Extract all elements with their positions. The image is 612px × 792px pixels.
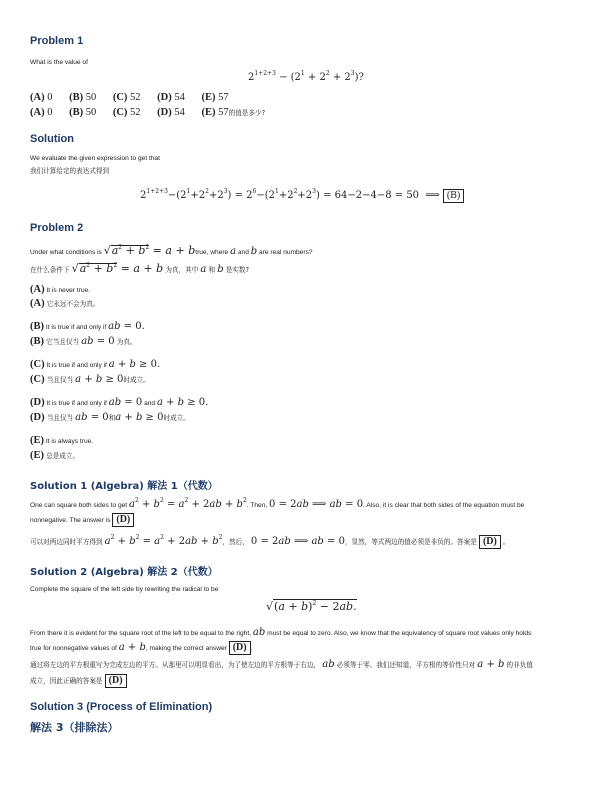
solution-heading: Solution	[30, 133, 74, 145]
option-a-zh: (A) 它永远不会为真。	[30, 298, 100, 309]
option-c-zh: (C) 当且仅当 a + b ≥ 0时成立。	[30, 374, 150, 385]
solution-2-en-line-1: From there it is evident for the square root of the left to be equal to the right, ab must be equal to zero. Also, we know that the equivalency of square root values only holds	[30, 627, 532, 638]
problem-2-question-zh: 在什么条件下 $√a^2 + b^2 = a + b$ 为真，其中 a 和 b 是实数?	[30, 262, 249, 275]
solution-2-answer-box-en: (D)	[229, 641, 251, 655]
solution-2-line-1: Complete the square of the left side by rewriting the radical to be	[30, 586, 219, 593]
solution-2-display: $√(a + b)^2 - 2ab$.	[266, 600, 357, 613]
solution-1-answer-box-en: (D)	[112, 513, 134, 527]
problem-1-choices-zh: (A) 0 (B) 50 (C) 52 (D) 54 (E) 57的值是多少?	[30, 107, 266, 118]
problem-1-expression: $2^{1+2+3} - (2^1 + 2^2 + 2^3)$?	[248, 70, 364, 83]
option-d-zh: (D) 当且仅当 ab = 0和a + b ≥ 0时成立。	[30, 412, 190, 423]
option-e-en: (E) It is always true.	[30, 435, 94, 446]
option-e-zh: (E) 总是成立。	[30, 450, 80, 461]
problem-1-prompt: What is the value of	[30, 59, 88, 66]
solution-2-answer-box-zh: (D)	[105, 674, 127, 688]
solution-2-en-line-2: true for nonnegative values of a + b, making the correct answer (D) .	[30, 642, 253, 653]
solution-line-en: We evaluate the given expression to get that	[30, 155, 161, 162]
solution-1-answer-box-zh: (D)	[479, 535, 501, 549]
option-c-en: (C) It is true if and only if a + b ≥ 0.	[30, 359, 161, 370]
solution-1-heading: Solution 1 (Algebra) 解法 1（代数）	[30, 481, 218, 492]
solution-2-zh-line-1: 通过将左边的平方根重写为完成左边的平方。从那里可以明显看出，为了使左边的平方根等于右边， ab 必须等于零。我们还知道，平方根的等价性只对 a + b 的非负值	[30, 659, 533, 670]
solution-1-zh-line: 可以对两边同时平方得到 $a^2 + b^2 = a^2 + 2ab + b^2$，然后， 0 = 2ab ⟹ ab = 0，显然，等式两边的值必须是非负的。答案是 (D) 。	[30, 534, 510, 547]
solution-1-en-line-1: One can square both sides to get $a^2 + b^2 = a^2 + 2ab + b^2$. Then, 0 = 2ab ⟹ ab = 0. Also, it is clear that both sides of the equation must be	[30, 497, 525, 510]
solution-3-heading-zh: 解法 3（排除法）	[30, 721, 119, 734]
option-d-en: (D) It is true if and only if ab = 0 and a + b ≥ 0.	[30, 397, 209, 408]
problem-1-choices-en: (A) 0 (B) 50 (C) 52 (D) 54 (E) 57	[30, 92, 229, 103]
problem-1-heading: Problem 1	[30, 35, 84, 47]
option-b-en: (B) It is true if and only if ab = 0.	[30, 321, 145, 332]
option-a-en: (A) It is never true.	[30, 284, 91, 295]
solution-3-heading-en: Solution 3 (Process of Elimination)	[30, 701, 213, 713]
solution-2-heading: Solution 2 (Algebra) 解法 2（代数）	[30, 567, 218, 578]
solution-display-equation: $2^{1+2+3}-(2^1+2^2+2^3) = 2^6-(2^1+2^2+2^3) = 64-2-4-8 = 50$ ⟹ (B)	[140, 189, 464, 203]
solution-line-zh: 我们计算给定的表达式得到	[30, 167, 110, 175]
solution-2-zh-line-2: 成立，因此正确的答案是 (D)	[30, 674, 127, 688]
solution-answer-box: (B)	[443, 189, 464, 203]
problem-2-heading: Problem 2	[30, 222, 84, 234]
problem-2-question-en: Under what conditions is $√a^2 + b^2 = a$ + btrue, where a and b are real numbers?	[30, 244, 313, 257]
option-b-zh: (B) 它当且仅当 ab = 0 为真。	[30, 336, 137, 347]
solution-1-en-line-2: nonnegative. The answer is (D)	[30, 513, 134, 527]
